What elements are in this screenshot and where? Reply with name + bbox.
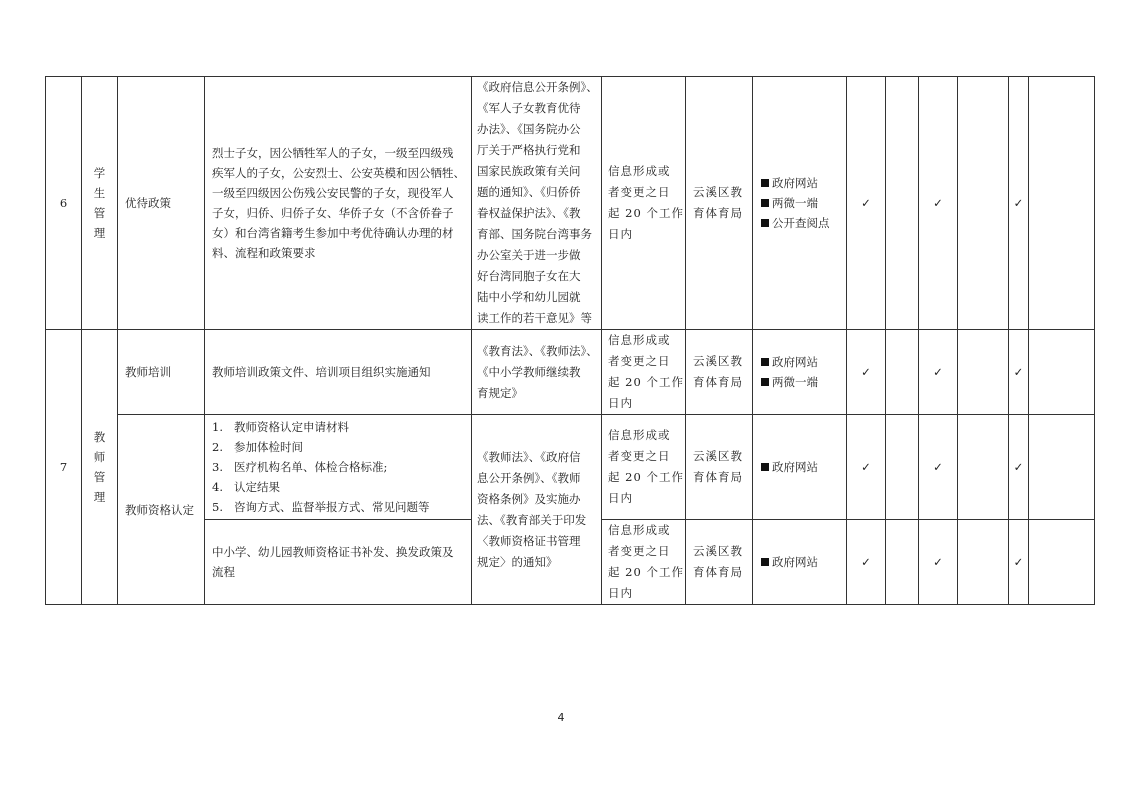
check-cell: ✓ [847, 77, 886, 330]
check-cell [958, 520, 1009, 605]
basis-line: 好台湾同胞子女在大 [477, 269, 581, 283]
basis-line: 资格条例》及实施办 [477, 491, 581, 506]
subject-line: 育体育局 [693, 206, 743, 220]
check-cell [1029, 415, 1095, 520]
table-row-7-training [46, 330, 1095, 415]
subject-cell [686, 77, 753, 330]
time-line: 起 20 个工作 [608, 206, 684, 220]
square-bullet-icon [761, 558, 769, 566]
basis-cell [472, 415, 602, 605]
list-item [212, 497, 465, 517]
check-cell: ✓ [1009, 415, 1029, 520]
content-line: 一级至四级因公伤残公安民警的子女，现役军人 [212, 186, 454, 200]
category-char: 理 [93, 226, 106, 240]
disclosure-table [45, 76, 1095, 605]
channel-item [761, 213, 846, 233]
basis-line: 眷权益保护法》、《教 [477, 206, 581, 220]
row-number: 7 [46, 330, 82, 605]
channel-label: 政府网站 [772, 460, 818, 474]
basis-line: 题的通知》、《归侨侨 [477, 185, 581, 199]
table-row-7-certification [46, 415, 1095, 520]
check-cell: ✓ [847, 415, 886, 520]
basis-line: 国家民族政策有关问 [477, 164, 581, 178]
time-line: 者变更之日 [608, 185, 671, 199]
time-line: 信息形成或 [608, 428, 671, 442]
channel-cell [753, 330, 847, 415]
square-bullet-icon [761, 463, 769, 471]
check-cell: ✓ [1009, 330, 1029, 415]
list-number: 3. [212, 460, 223, 474]
time-line: 日内 [608, 227, 633, 241]
basis-line: 息公开条例》、《教师 [477, 470, 581, 485]
time-limit-cell [602, 520, 686, 605]
basis-line: 《军人子女教育优待 [477, 101, 581, 115]
content-line: 流程 [212, 565, 235, 579]
list-item [212, 477, 465, 497]
time-limit-cell [602, 77, 686, 330]
content-cell [205, 77, 472, 330]
check-cell: ✓ [919, 330, 958, 415]
channel-item [761, 372, 846, 392]
time-line: 信息形成或 [608, 164, 671, 178]
check-cell: ✓ [847, 520, 886, 605]
list-item [212, 437, 465, 457]
channel-label: 两微一端 [772, 375, 818, 389]
time-line: 者变更之日 [608, 354, 671, 368]
check-cell [958, 77, 1009, 330]
item-name: 教师资格认定 [118, 415, 205, 605]
list-item [212, 457, 465, 477]
check-cell [886, 330, 919, 415]
time-line: 日内 [608, 586, 633, 600]
list-text: 医疗机构名单、体检合格标准; [234, 460, 388, 474]
category-cell [82, 330, 118, 605]
time-line: 日内 [608, 396, 633, 410]
check-cell [886, 77, 919, 330]
category-char: 管 [93, 206, 106, 220]
square-bullet-icon [761, 219, 769, 227]
table-row-6 [46, 77, 1095, 330]
page-number: 4 [557, 711, 565, 724]
content-cell: 教师培训政策文件、培训项目组织实施通知 [205, 330, 472, 415]
subject-cell [686, 520, 753, 605]
basis-cell [472, 77, 602, 330]
category-char: 生 [93, 186, 106, 200]
content-line: 疾军人的子女，公安烈士、公安英模和因公牺牲、 [212, 166, 465, 180]
time-line: 日内 [608, 491, 633, 505]
channel-item [761, 552, 846, 572]
content-line: 料、流程和政策要求 [212, 246, 316, 260]
time-line: 起 20 个工作 [608, 470, 684, 484]
channel-label: 政府网站 [772, 555, 818, 569]
time-line: 信息形成或 [608, 523, 671, 537]
check-cell: ✓ [919, 77, 958, 330]
time-line: 者变更之日 [608, 544, 671, 558]
check-cell [1029, 330, 1095, 415]
content-line: 女）和台湾省籍考生参加中考优待确认办理的材 [212, 226, 454, 240]
subject-line: 云溪区教 [693, 449, 743, 463]
basis-line: 《中小学教师继续教 [477, 364, 581, 379]
time-line: 信息形成或 [608, 333, 671, 347]
square-bullet-icon [761, 378, 769, 386]
basis-line: 育部、国务院台湾事务 [477, 227, 592, 241]
check-cell [886, 520, 919, 605]
check-cell [958, 415, 1009, 520]
check-cell [958, 330, 1009, 415]
content-cell [205, 415, 472, 520]
item-name: 优待政策 [118, 77, 205, 330]
list-text: 咨询方式、监督举报方式、常见问题等 [234, 500, 430, 514]
category-char: 理 [93, 490, 106, 504]
basis-line: 〈教师资格证书管理 [477, 533, 581, 548]
basis-cell [472, 330, 602, 415]
channel-item [761, 173, 846, 193]
check-cell: ✓ [1009, 77, 1029, 330]
check-cell [1029, 77, 1095, 330]
check-cell [886, 415, 919, 520]
channel-cell [753, 77, 847, 330]
list-text: 认定结果 [234, 480, 280, 494]
subject-line: 云溪区教 [693, 354, 743, 368]
list-number: 4. [212, 480, 223, 494]
subject-line: 育体育局 [693, 375, 743, 389]
square-bullet-icon [761, 179, 769, 187]
category-char: 教 [93, 430, 106, 444]
basis-line: 办法》、《国务院办公 [477, 122, 581, 136]
basis-line: 规定〉的通知》 [477, 554, 558, 569]
channel-item [761, 352, 846, 372]
channel-label: 两微一端 [772, 196, 818, 210]
category-char: 管 [93, 470, 106, 484]
channel-label: 政府网站 [772, 176, 818, 190]
list-number: 5. [212, 500, 223, 514]
channel-item [761, 193, 846, 213]
basis-line: 《教师法》、《政府信 [477, 449, 581, 464]
time-limit-cell [602, 415, 686, 520]
content-cell [205, 520, 472, 605]
basis-line: 育规定》 [477, 385, 523, 400]
channel-cell [753, 520, 847, 605]
category-char: 师 [93, 450, 106, 464]
time-line: 起 20 个工作 [608, 565, 684, 579]
basis-line: 《政府信息公开条例》、 [477, 80, 598, 94]
check-cell [1029, 520, 1095, 605]
time-line: 者变更之日 [608, 449, 671, 463]
category-char: 学 [93, 166, 106, 180]
item-name: 教师培训 [118, 330, 205, 415]
check-cell: ✓ [919, 520, 958, 605]
time-line: 起 20 个工作 [608, 375, 684, 389]
row-number: 6 [46, 77, 82, 330]
check-cell: ✓ [919, 415, 958, 520]
list-text: 参加体检时间 [234, 440, 303, 454]
channel-item [761, 457, 846, 477]
subject-cell [686, 415, 753, 520]
content-line: 子女，归侨、归侨子女、华侨子女（不含侨眷子 [212, 206, 454, 220]
list-number: 2. [212, 440, 223, 454]
subject-cell [686, 330, 753, 415]
subject-line: 育体育局 [693, 565, 743, 579]
list-number: 1. [212, 420, 223, 434]
check-cell: ✓ [847, 330, 886, 415]
subject-line: 云溪区教 [693, 544, 743, 558]
content-line: 中小学、幼儿园教师资格证书补发、换发政策及 [212, 545, 454, 559]
basis-line: 办公室关于进一步做 [477, 248, 581, 262]
basis-line: 读工作的若干意见》等 [477, 311, 592, 325]
basis-line: 《教育法》、《教师法》、 [477, 343, 598, 358]
basis-line: 法、《教育部关于印发 [477, 512, 587, 527]
channel-cell [753, 415, 847, 520]
subject-line: 育体育局 [693, 470, 743, 484]
basis-line: 厅关于严格执行党和 [477, 143, 581, 157]
square-bullet-icon [761, 358, 769, 366]
subject-line: 云溪区教 [693, 185, 743, 199]
list-item [212, 417, 465, 437]
check-cell: ✓ [1009, 520, 1029, 605]
basis-line: 陆中小学和幼儿园就 [477, 290, 581, 304]
category-cell [82, 77, 118, 330]
square-bullet-icon [761, 199, 769, 207]
content-line: 烈士子女，因公牺牲军人的子女，一级至四级残 [212, 146, 454, 160]
time-limit-cell [602, 330, 686, 415]
channel-label: 政府网站 [772, 355, 818, 369]
list-text: 教师资格认定申请材料 [234, 420, 349, 434]
channel-label: 公开查阅点 [772, 216, 830, 230]
